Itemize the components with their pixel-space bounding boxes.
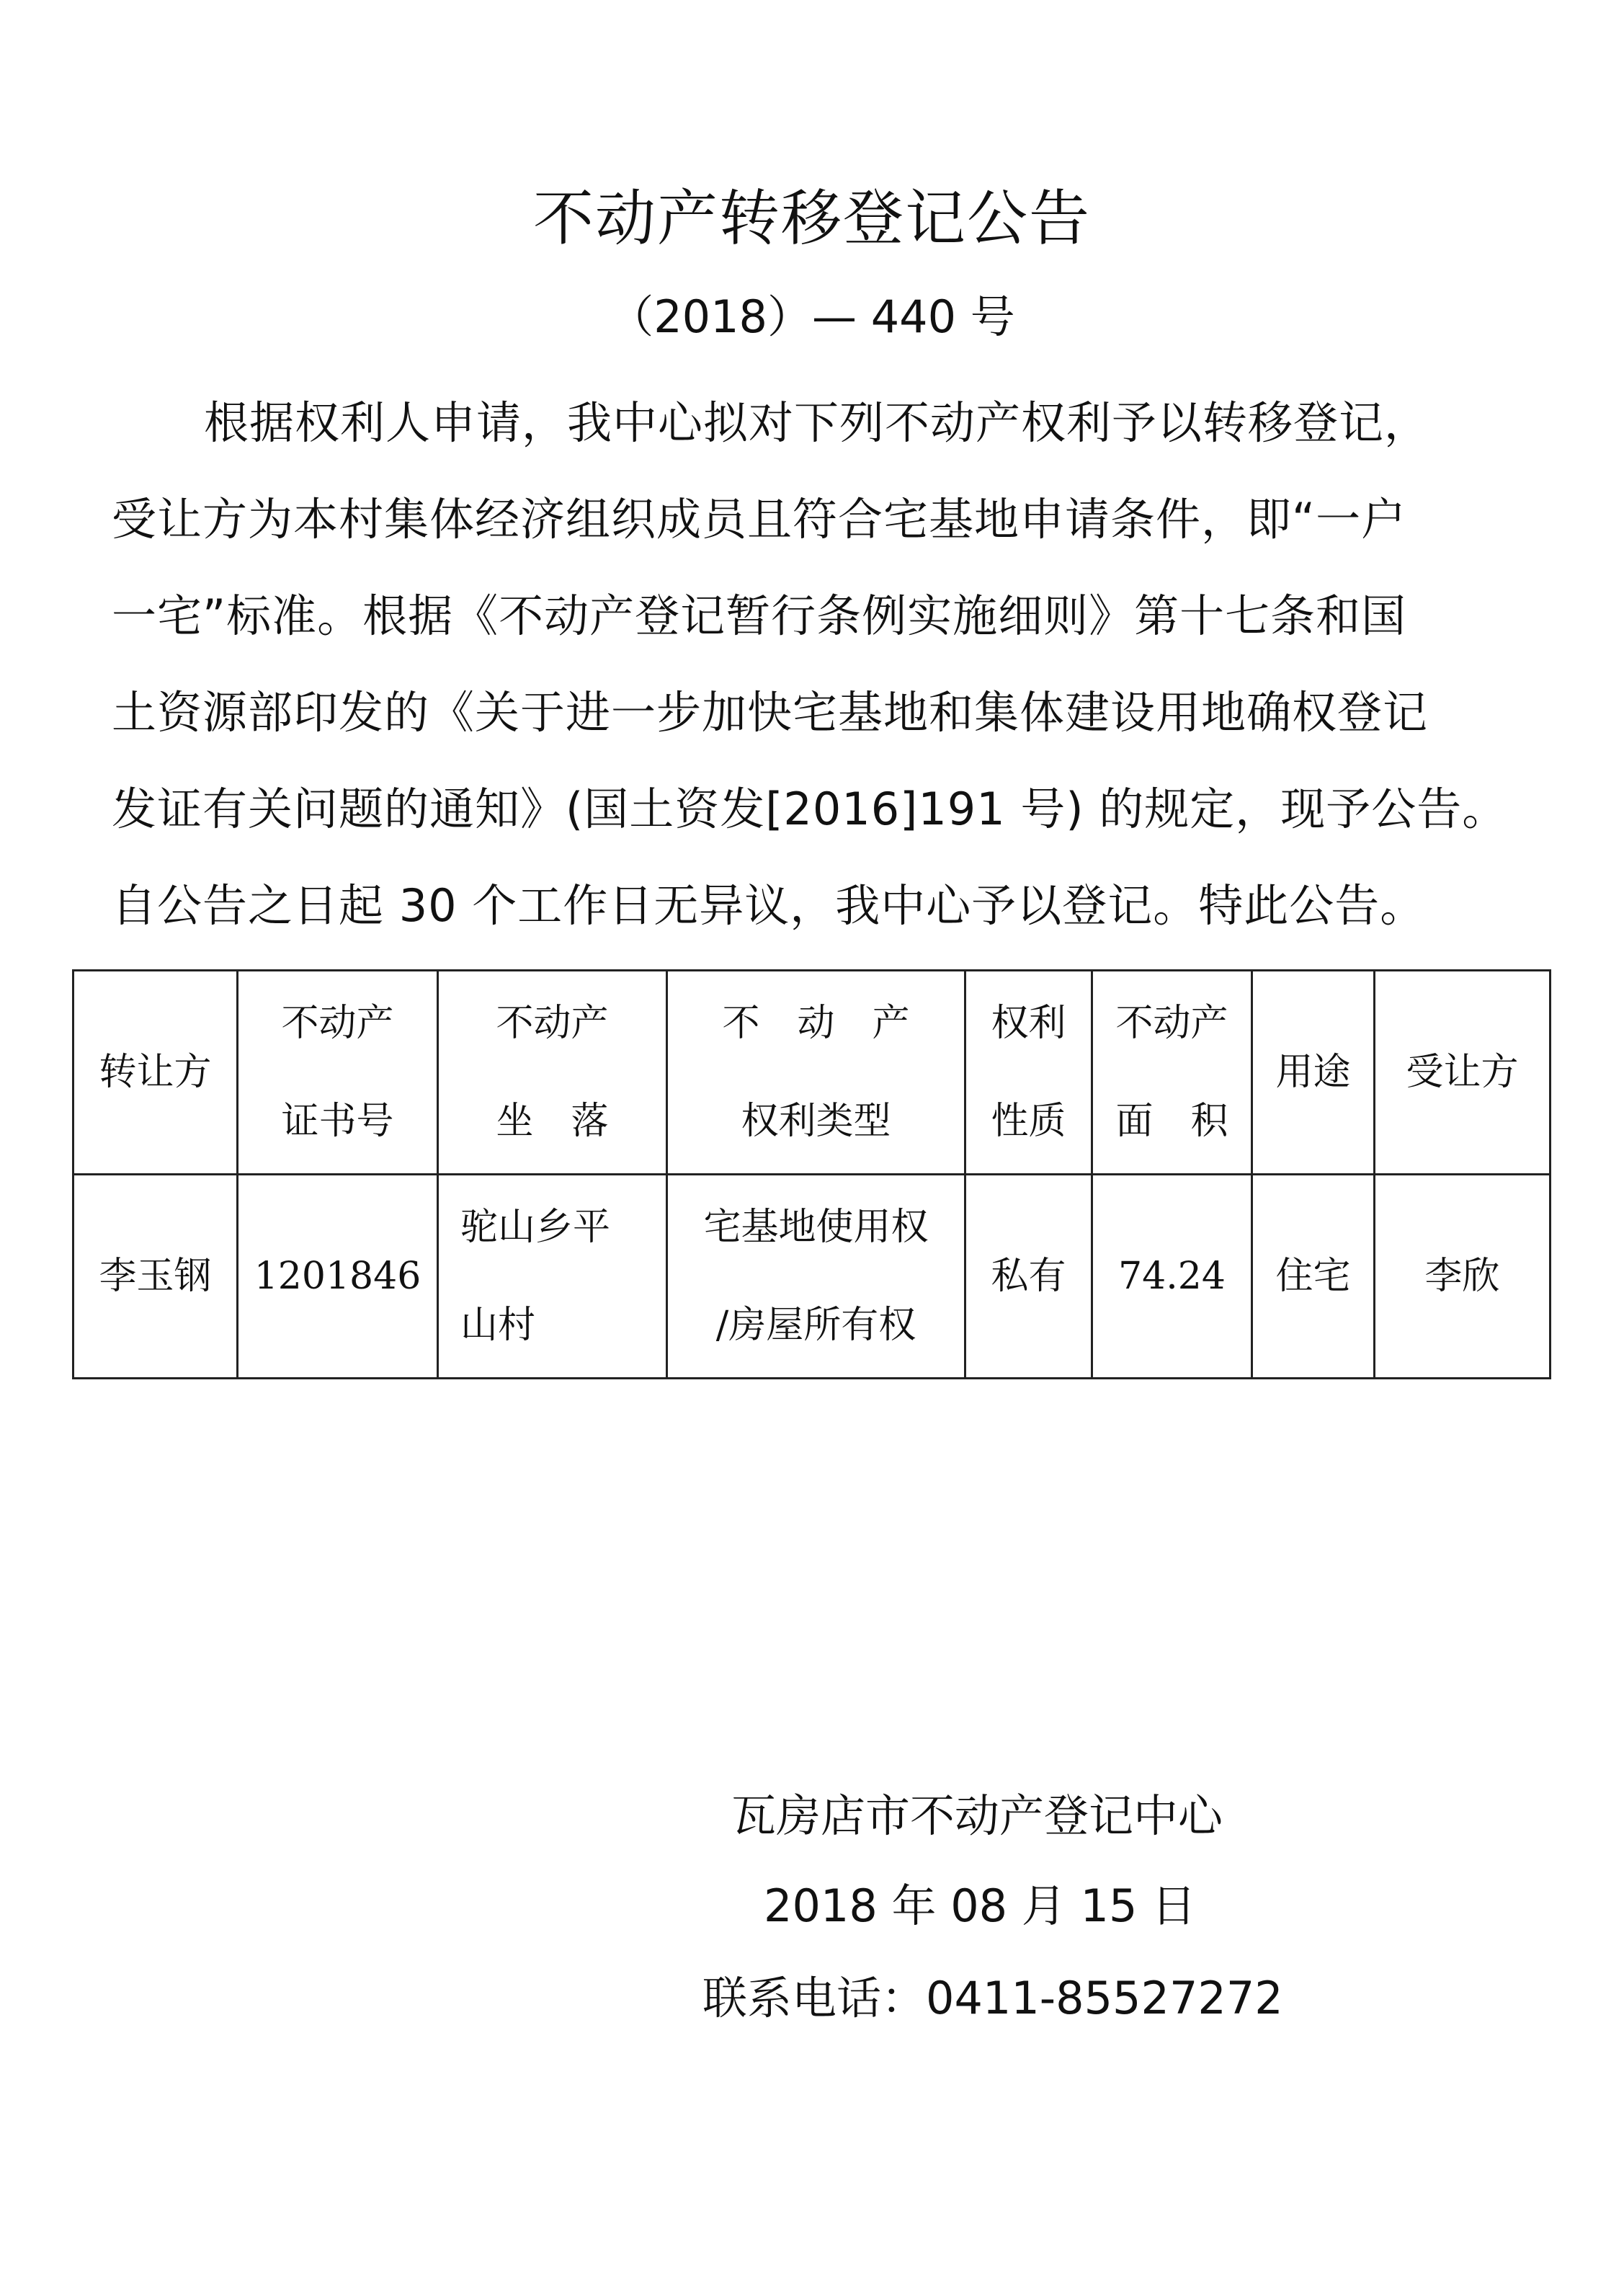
paragraph-line: 一宅”标准。根据《不动产登记暂行条例实施细则》第十七条和国 <box>112 590 1407 642</box>
cell-right-type: 宅基地使用权 /房屋所有权 <box>667 1175 965 1379</box>
cell-usage: 住宅 <box>1252 1175 1375 1379</box>
cell-area: 74.24 <box>1092 1175 1252 1379</box>
notice-paragraph <box>112 375 1524 954</box>
registration-table <box>72 969 1551 1379</box>
paragraph-line: 土资源部印发的《关于进一步加快宅基地和集体建设用地确权登记 <box>112 686 1429 739</box>
cell-transferor: 李玉钢 <box>73 1175 238 1379</box>
paragraph-line: 发证有关问题的通知》(国土资发[2016]191 号) 的规定，现予公告。 <box>112 783 1508 835</box>
table-row <box>73 1175 1551 1379</box>
cell-location: 驼山乡平 山村 <box>438 1175 667 1379</box>
paragraph-line: 根据权利人申请，我中心拟对下列不动产权利予以转移登记， <box>204 396 1430 449</box>
header-location: 不动产 坐 落 <box>438 971 667 1175</box>
header-usage: 用途 <box>1252 971 1375 1175</box>
header-nature: 权利 性质 <box>965 971 1092 1175</box>
table-header-row <box>73 971 1551 1175</box>
cell-transferee: 李欣 <box>1375 1175 1551 1379</box>
contact-phone: 联系电话：0411-85527272 <box>702 1972 1283 2024</box>
paragraph-line: 自公告之日起 30 个工作日无异议，我中心予以登记。特此公告。 <box>112 879 1426 932</box>
cell-certificate-no: 1201846 <box>238 1175 438 1379</box>
document-number: （2018）— 440 号 <box>609 290 1015 343</box>
issuing-organization: 瓦房店市不动产登记中心 <box>731 1789 1223 1842</box>
issue-date: 2018 年 08 月 15 日 <box>764 1879 1197 1932</box>
header-right-type: 不 动 产 权利类型 <box>667 971 965 1175</box>
cell-nature: 私有 <box>965 1175 1092 1379</box>
paragraph-line: 受让方为本村集体经济组织成员且符合宅基地申请条件，即“一户 <box>112 493 1407 546</box>
header-certificate-no: 不动产 证书号 <box>238 971 438 1175</box>
notice-title: 不动产转移登记公告 <box>532 183 1091 254</box>
header-area: 不动产 面 积 <box>1092 971 1252 1175</box>
header-transferee: 受让方 <box>1375 971 1551 1175</box>
header-transferor: 转让方 <box>73 971 238 1175</box>
